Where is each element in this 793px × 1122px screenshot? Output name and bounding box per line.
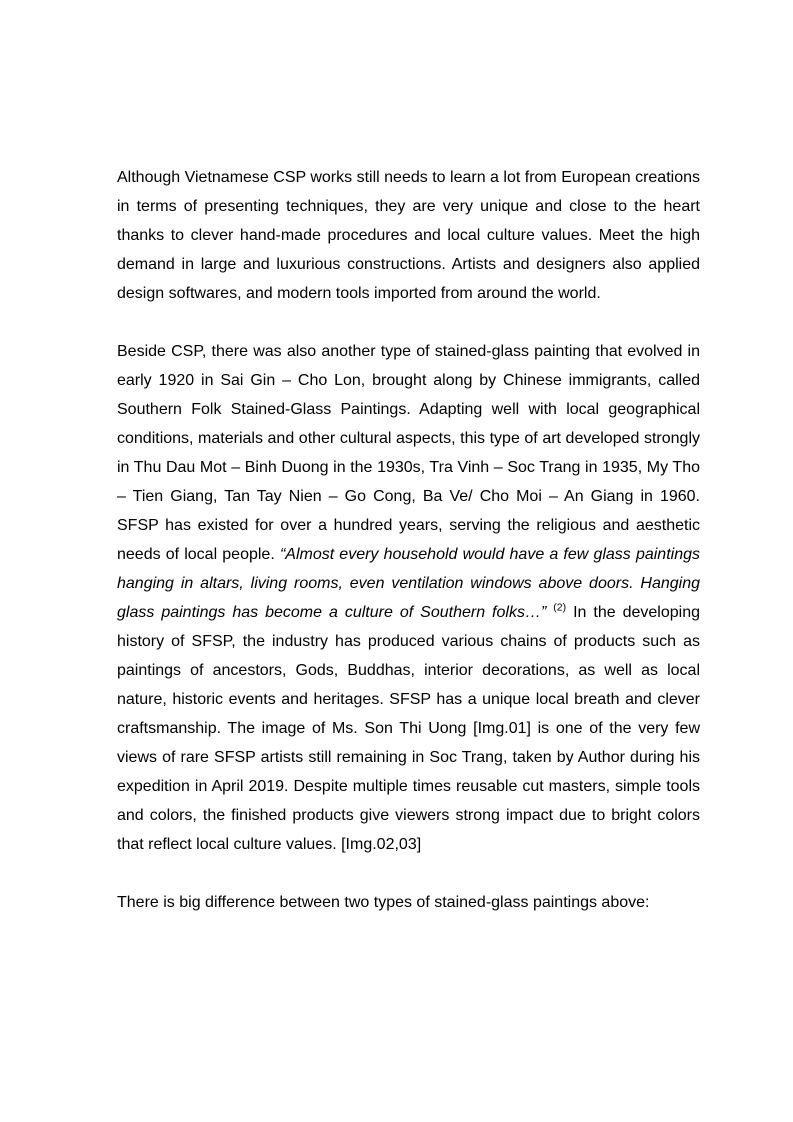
quote-text-run: “Almost every household would have a few glass paintings hanging in altars, living rooms, even ventilation windows above doors. Hanging glass paintings has become a culture of Southern folks…”: [117, 546, 701, 621]
text-run: Beside CSP, there was also another type of stained-glass painting that evolved in early 1920 in Sai Gin – Cho Lon, brought along by Chinese immigrants, called Southern Folk Stained-Glass Paintings. Adapting well with local geographical conditions, materials and other cultural aspects, this type of art developed strongly in Thu Dau Mot – Binh Duong in the 1930s, Tra Vinh – Soc Trang in 1935, My Tho – Tien Giang, Tan Tay Nien – Go Cong, Ba Ve/ Cho Moi – An Giang in 1960. SFSP has existed for over a hundred years, serving the religious and aesthetic needs of local people.: [117, 343, 700, 563]
text-run: There is big difference between two types of stained-glass paintings above:: [117, 894, 650, 911]
text-run: In the developing history of SFSP, the industry has produced various chains of products such as paintings of ancestors, Gods, Buddhas, interior decorations, as well as local nature, historic events and heritages. SFSP has a unique local breath and clever craftsmanship. The image of Ms. Son Thi Uong [Img.01] is one of the very few views of rare SFSP artists still remaining in Soc Trang, taken by Author during his expedition in April 2019. Despite multiple times reusable cut masters, simple tools and colors, the finished products give viewers strong impact due to bright colors that reflect local culture values. [Img.02,03]: [117, 604, 700, 853]
page-text-content: [117, 163, 700, 917]
text-run: Although Vietnamese CSP works still needs to learn a lot from European creations in terms of presenting techniques, they are very unique and close to the heart thanks to clever hand-made procedures and local culture values. Meet the high demand in large and luxurious constructions. Artists and designers also applied design softwares, and modern tools imported from around the world.: [117, 169, 700, 302]
citation-superscript: (2): [553, 601, 567, 614]
paragraph-csp-overview: [117, 163, 700, 308]
paragraph-difference-intro: [117, 888, 700, 917]
paragraph-sfsp-history: [117, 337, 700, 859]
